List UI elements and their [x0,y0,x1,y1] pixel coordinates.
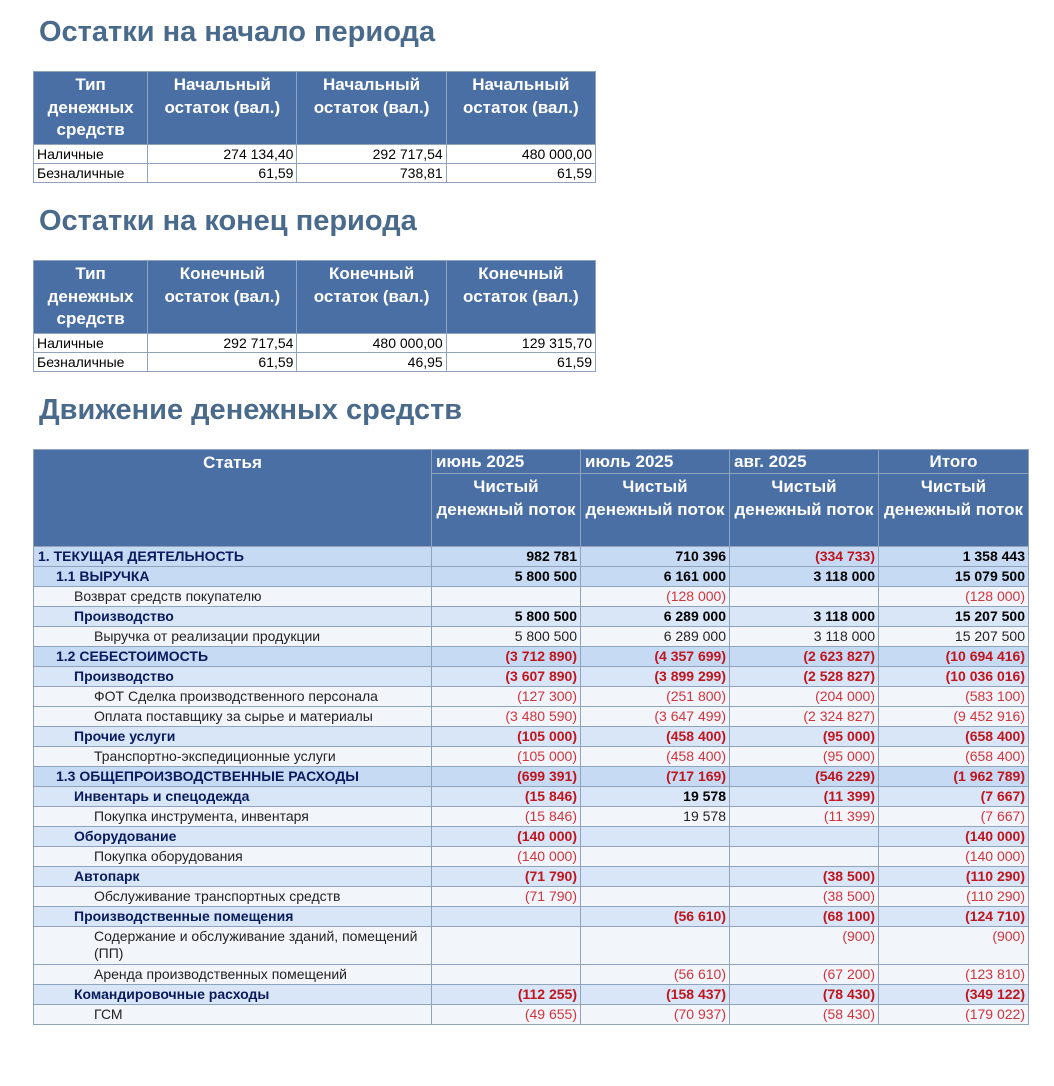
table-row [34,145,596,164]
row-label: Аренда производственных помещений [34,965,432,985]
cell-total: (140 000) [879,827,1029,847]
cell-value [432,927,581,965]
row-label: 1.3 ОБЩЕПРОИЗВОДСТВЕННЫЕ РАСХОДЫ [34,767,432,787]
cell-total: (179 022) [879,1005,1029,1025]
cell-value: (458 400) [581,727,730,747]
table-row [34,647,1029,667]
cell-value: 480 000,00 [446,145,595,164]
row-label: Инвентарь и спецодежда [34,787,432,807]
cashflow-title: Движение денежных средств [39,394,463,426]
row-label: Производственные помещения [34,907,432,927]
cell-value: 6 289 000 [581,607,730,627]
cell-value: (49 655) [432,1005,581,1025]
cell-total: (1 962 789) [879,767,1029,787]
table-header-row [34,72,596,145]
row-label: 1.2 СЕБЕСТОИМОСТЬ [34,647,432,667]
cell-value: (2 528 827) [730,667,879,687]
closing-balances-title: Остатки на конец периода [39,205,417,237]
row-label: Производство [34,667,432,687]
col-subheader-net-flow: Чистый денежный поток [432,474,581,547]
cell-value: 480 000,00 [297,334,446,353]
col-subheader-net-flow: Чистый денежный поток [879,474,1029,547]
cell-total: (349 122) [879,985,1029,1005]
cell-total: 1 358 443 [879,547,1029,567]
cell-value: (105 000) [432,727,581,747]
cell-value [432,907,581,927]
cell-value [730,587,879,607]
cell-total: (110 290) [879,887,1029,907]
col-header-type: Тип денежных средств [34,261,148,334]
col-header-balance: Начальный остаток (вал.) [297,72,446,145]
row-label: ГСМ [34,1005,432,1025]
cell-value [432,587,581,607]
cashflow-table [33,449,1029,1025]
cell-value: 982 781 [432,547,581,567]
cell-value: (140 000) [432,847,581,867]
cell-value: (128 000) [581,587,730,607]
table-row [34,334,596,353]
cell-value: (3 480 590) [432,707,581,727]
cell-type: Безналичные [34,353,148,372]
cell-total: (10 694 416) [879,647,1029,667]
cell-total: (7 667) [879,787,1029,807]
table-row [34,707,1029,727]
cell-total: (658 400) [879,747,1029,767]
cell-value: (3 647 499) [581,707,730,727]
table-row [34,627,1029,647]
cell-value: (71 790) [432,867,581,887]
cell-value: (78 430) [730,985,879,1005]
row-label: ФОТ Сделка производственного персонала [34,687,432,707]
table-row [34,985,1029,1005]
table-row [34,965,1029,985]
table-row [34,847,1029,867]
row-label: Содержание и обслуживание зданий, помещений (ПП) [34,927,432,965]
cell-value: (15 846) [432,807,581,827]
cell-value: (15 846) [432,787,581,807]
cell-value [581,847,730,867]
cell-value: (11 399) [730,787,879,807]
cell-value: 710 396 [581,547,730,567]
table-row [34,747,1029,767]
opening-balances-table [33,71,596,183]
cell-value: (95 000) [730,747,879,767]
cell-value: (158 437) [581,985,730,1005]
col-header-balance: Конечный остаток (вал.) [446,261,595,334]
cell-total: 15 207 500 [879,607,1029,627]
col-subheader-net-flow: Чистый денежный поток [581,474,730,547]
table-row [34,867,1029,887]
cell-value: (717 169) [581,767,730,787]
row-label: Транспортно-экспедиционные услуги [34,747,432,767]
col-header-period: авг. 2025 [730,450,879,474]
cell-value: (38 500) [730,887,879,907]
cell-value: 129 315,70 [446,334,595,353]
table-row [34,887,1029,907]
cell-value [730,847,879,867]
cell-value [432,965,581,985]
row-label: 1.1 ВЫРУЧКА [34,567,432,587]
cell-value [730,827,879,847]
row-label: Оплата поставщику за сырье и материалы [34,707,432,727]
row-label: Командировочные расходы [34,985,432,1005]
cell-value: 61,59 [148,353,297,372]
cell-value: (3 899 299) [581,667,730,687]
cell-value: 3 118 000 [730,567,879,587]
closing-balances-table [33,260,596,372]
cell-value: 19 578 [581,807,730,827]
table-row [34,1005,1029,1025]
cell-value: (140 000) [432,827,581,847]
cell-total: (140 000) [879,847,1029,867]
row-label: Прочие услуги [34,727,432,747]
col-header-period: июнь 2025 [432,450,581,474]
cell-value: (68 100) [730,907,879,927]
table-row [34,907,1029,927]
cell-value: 292 717,54 [297,145,446,164]
cell-total: (583 100) [879,687,1029,707]
table-row [34,807,1029,827]
cell-value: 5 800 500 [432,627,581,647]
cell-value: 19 578 [581,787,730,807]
cell-value: (4 357 699) [581,647,730,667]
cell-value: 3 118 000 [730,607,879,627]
cell-total: (124 710) [879,907,1029,927]
cell-value: (546 229) [730,767,879,787]
cell-value: 292 717,54 [148,334,297,353]
cell-value: (334 733) [730,547,879,567]
cell-value: 6 161 000 [581,567,730,587]
cell-value: (58 430) [730,1005,879,1025]
cell-total: (7 667) [879,807,1029,827]
cell-value: (204 000) [730,687,879,707]
opening-balances-title: Остатки на начало периода [39,16,436,48]
cell-value: 5 800 500 [432,607,581,627]
cell-value [581,887,730,907]
table-row [34,547,1029,567]
cell-value: (95 000) [730,727,879,747]
cell-value: 46,95 [297,353,446,372]
cell-total: 15 079 500 [879,567,1029,587]
table-row [34,567,1029,587]
cell-total: (900) [879,927,1029,965]
row-label: Автопарк [34,867,432,887]
cell-value: (71 790) [432,887,581,907]
row-label: Выручка от реализации продукции [34,627,432,647]
col-header-balance: Конечный остаток (вал.) [148,261,297,334]
cell-value [581,867,730,887]
table-row [34,687,1029,707]
cell-type: Наличные [34,334,148,353]
col-subheader-net-flow: Чистый денежный поток [730,474,879,547]
row-label: Обслуживание транспортных средств [34,887,432,907]
cell-total: (9 452 916) [879,707,1029,727]
col-header-article: Статья [34,450,432,547]
cell-value: (458 400) [581,747,730,767]
cell-value: (56 610) [581,907,730,927]
row-label: Покупка инструмента, инвентаря [34,807,432,827]
cell-total: (658 400) [879,727,1029,747]
table-row [34,727,1029,747]
cashflow-body [34,547,1029,1025]
cell-value: 5 800 500 [432,567,581,587]
cell-value: 6 289 000 [581,627,730,647]
period-header-row [34,450,1029,474]
table-row [34,607,1029,627]
row-label: Покупка оборудования [34,847,432,867]
table-row [34,767,1029,787]
row-label: Возврат средств покупателю [34,587,432,607]
cell-total: (123 810) [879,965,1029,985]
table-row [34,587,1029,607]
cell-value: (112 255) [432,985,581,1005]
cell-value: (251 800) [581,687,730,707]
cell-value: 3 118 000 [730,627,879,647]
cell-value [581,927,730,965]
cell-value: (3 712 890) [432,647,581,667]
cell-value: (699 391) [432,767,581,787]
cell-type: Безналичные [34,164,148,183]
cell-value: 61,59 [148,164,297,183]
table-header-row [34,261,596,334]
table-row [34,164,596,183]
cell-value: (2 324 827) [730,707,879,727]
cell-value: (3 607 890) [432,667,581,687]
cell-value: 61,59 [446,164,595,183]
cell-value: (127 300) [432,687,581,707]
table-row [34,787,1029,807]
cell-value: (56 610) [581,965,730,985]
col-header-balance: Начальный остаток (вал.) [446,72,595,145]
cell-value: (70 937) [581,1005,730,1025]
cell-value: (67 200) [730,965,879,985]
cell-value [581,827,730,847]
col-header-balance: Конечный остаток (вал.) [297,261,446,334]
cell-value: (105 000) [432,747,581,767]
row-label: Производство [34,607,432,627]
cell-value: 274 134,40 [148,145,297,164]
row-label: 1. ТЕКУЩАЯ ДЕЯТЕЛЬНОСТЬ [34,547,432,567]
table-row [34,927,1029,965]
col-header-period: июль 2025 [581,450,730,474]
cell-value: (11 399) [730,807,879,827]
cell-total: 15 207 500 [879,627,1029,647]
cell-value: 61,59 [446,353,595,372]
cell-total: (110 290) [879,867,1029,887]
table-row [34,667,1029,687]
cell-value: (38 500) [730,867,879,887]
table-row [34,827,1029,847]
cell-total: (10 036 016) [879,667,1029,687]
cell-value: 738,81 [297,164,446,183]
row-label: Оборудование [34,827,432,847]
cell-total: (128 000) [879,587,1029,607]
table-row [34,353,596,372]
col-header-type: Тип денежных средств [34,72,148,145]
col-header-balance: Начальный остаток (вал.) [148,72,297,145]
cell-value: (2 623 827) [730,647,879,667]
cell-value: (900) [730,927,879,965]
cell-type: Наличные [34,145,148,164]
col-header-total: Итого [879,450,1029,474]
